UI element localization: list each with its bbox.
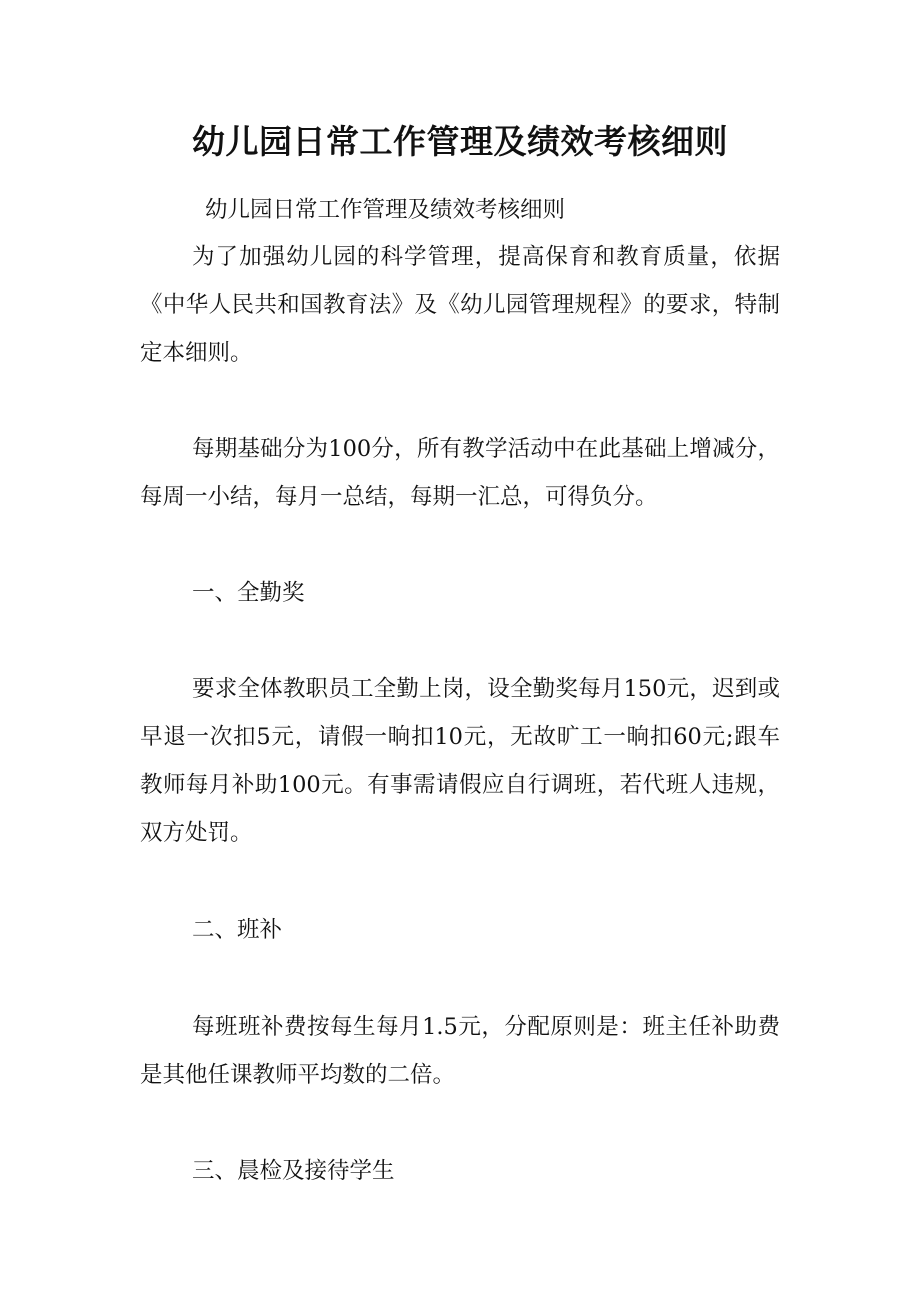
paragraph-attendance-award: 要求全体教职员工全勤上岗，设全勤奖每月150元，迟到或早退一次扣5元，请假一晌扣10元，无故旷工一晌扣60元;跟车教师每月补助100元。有事需请假应自行调班，若代班人违规，双方处罚。 [140,676,780,846]
paragraph-intro: 为了加强幼儿园的科学管理，提高保育和教育质量，依据《中华人民共和国教育法》及《幼儿园管理规程》的要求，特制定本细则。 [140,244,780,366]
paragraph-base-score: 每期基础分为100分，所有教学活动中在此基础上增减分，每周一小结，每月一总结，每期一汇总，可得负分。 [140,436,780,510]
section-heading-morning-check: 三、晨检及接待学生 [192,1158,395,1184]
document-title: 幼儿园日常工作管理及绩效考核细则 [192,122,728,161]
section-heading-class-subsidy: 二、班补 [192,917,283,943]
document-subtitle: 幼儿园日常工作管理及绩效考核细则 [205,197,566,223]
paragraph-class-subsidy: 每班班补费按每生每月1.5元，分配原则是：班主任补助费是其他任课教师平均数的二倍。 [140,1014,780,1088]
section-heading-attendance-award: 一、全勤奖 [192,580,305,606]
